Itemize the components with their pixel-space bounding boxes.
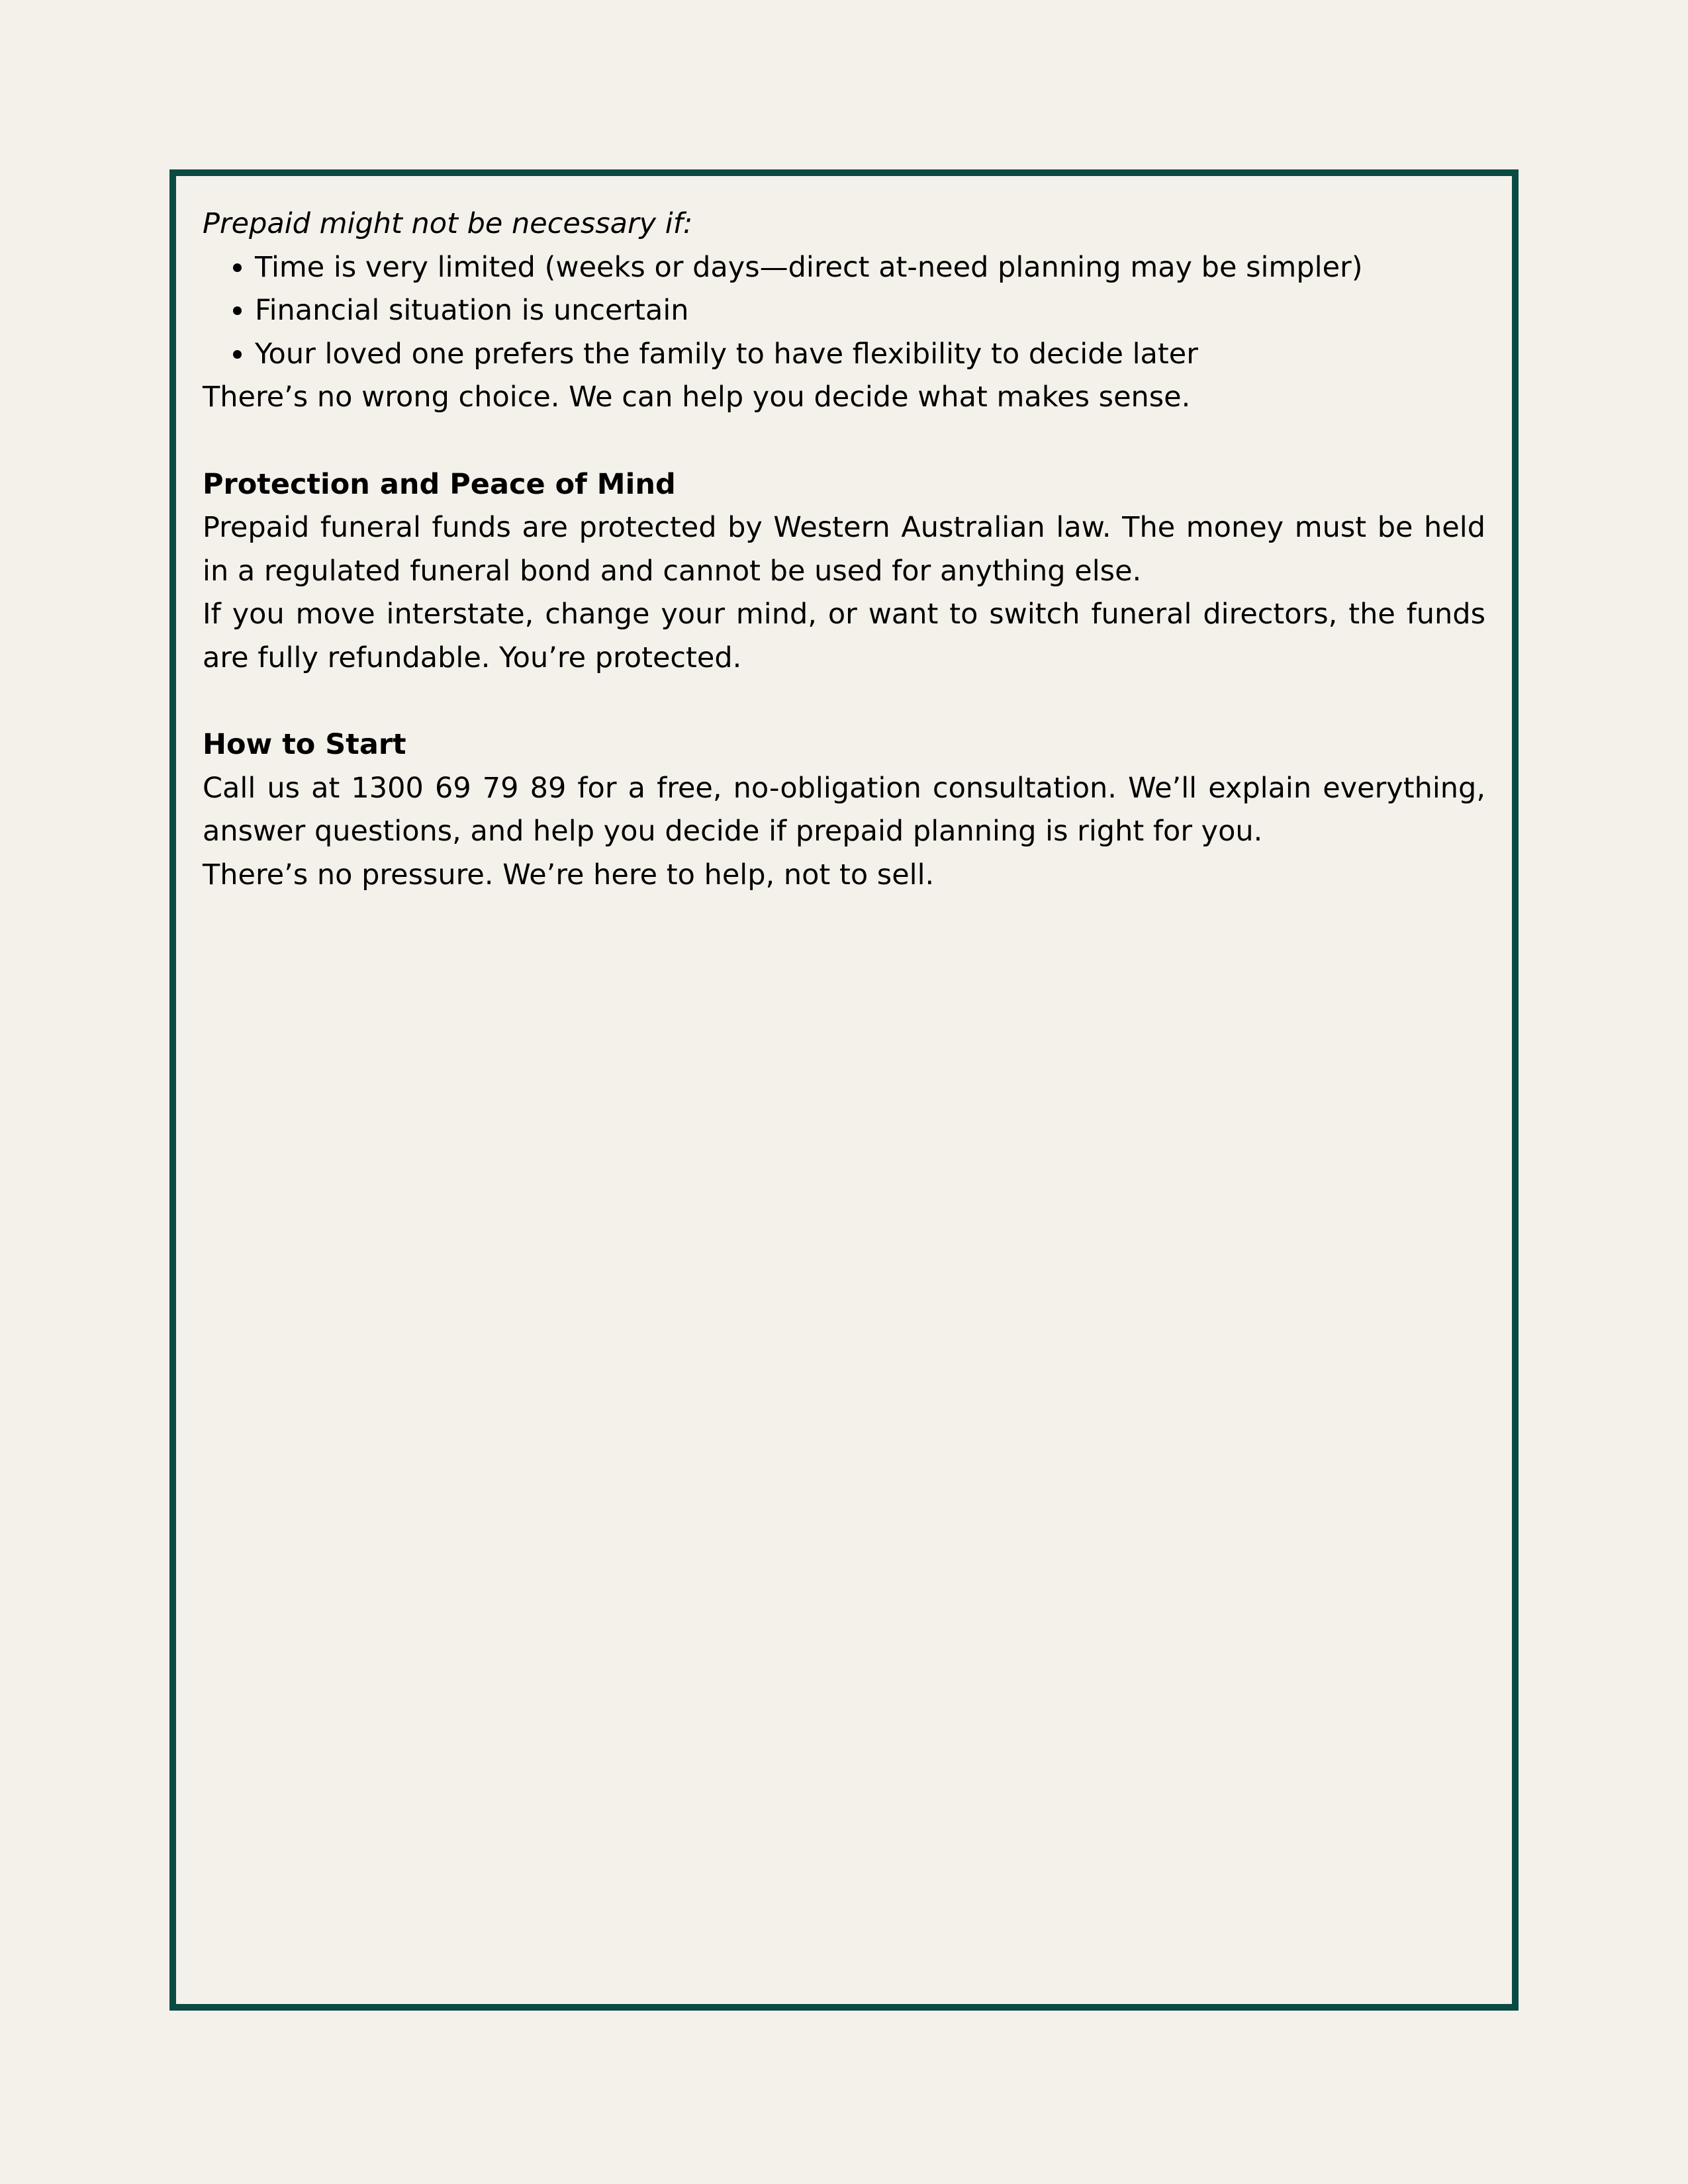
protection-heading: Protection and Peace of Mind: [203, 467, 676, 501]
protection-paragraph-law: Prepaid funeral funds are protected by Western Australian law. The money must be held in a regulated funeral bond and cannot be used for anything else.: [203, 511, 1485, 588]
prepaid-closing: There’s no wrong choice. We can help you decide what makes sense.: [203, 381, 1191, 414]
page-content: [203, 203, 1485, 897]
list-item: • Time is very limited (weeks or days—direct at-need planning may be simpler): [255, 246, 1485, 290]
how-to-start-paragraph-no-pressure: There’s no pressure. We’re here to help, not to sell.: [203, 858, 935, 891]
list-item: • Your loved one prefers the family to have flexibility to decide later: [255, 333, 1485, 377]
how-to-start-heading: How to Start: [203, 728, 406, 762]
list-item: • Financial situation is uncertain: [255, 289, 1485, 333]
prepaid-conditions-list: [203, 246, 1485, 377]
section-spacer: [203, 680, 1485, 724]
how-to-start-paragraph-call: Call us at 1300 69 79 89 for a free, no-obligation consultation. We’ll explain everything, answer questions, and help you decide if prepaid planning is right for you.: [203, 771, 1485, 848]
section-spacer: [203, 420, 1485, 463]
prepaid-intro: Prepaid might not be necessary if:: [203, 207, 693, 240]
protection-paragraph-refund: If you move interstate, change your mind, or want to switch funeral directors, the funds are fully refundable. You’re protected.: [203, 598, 1485, 674]
